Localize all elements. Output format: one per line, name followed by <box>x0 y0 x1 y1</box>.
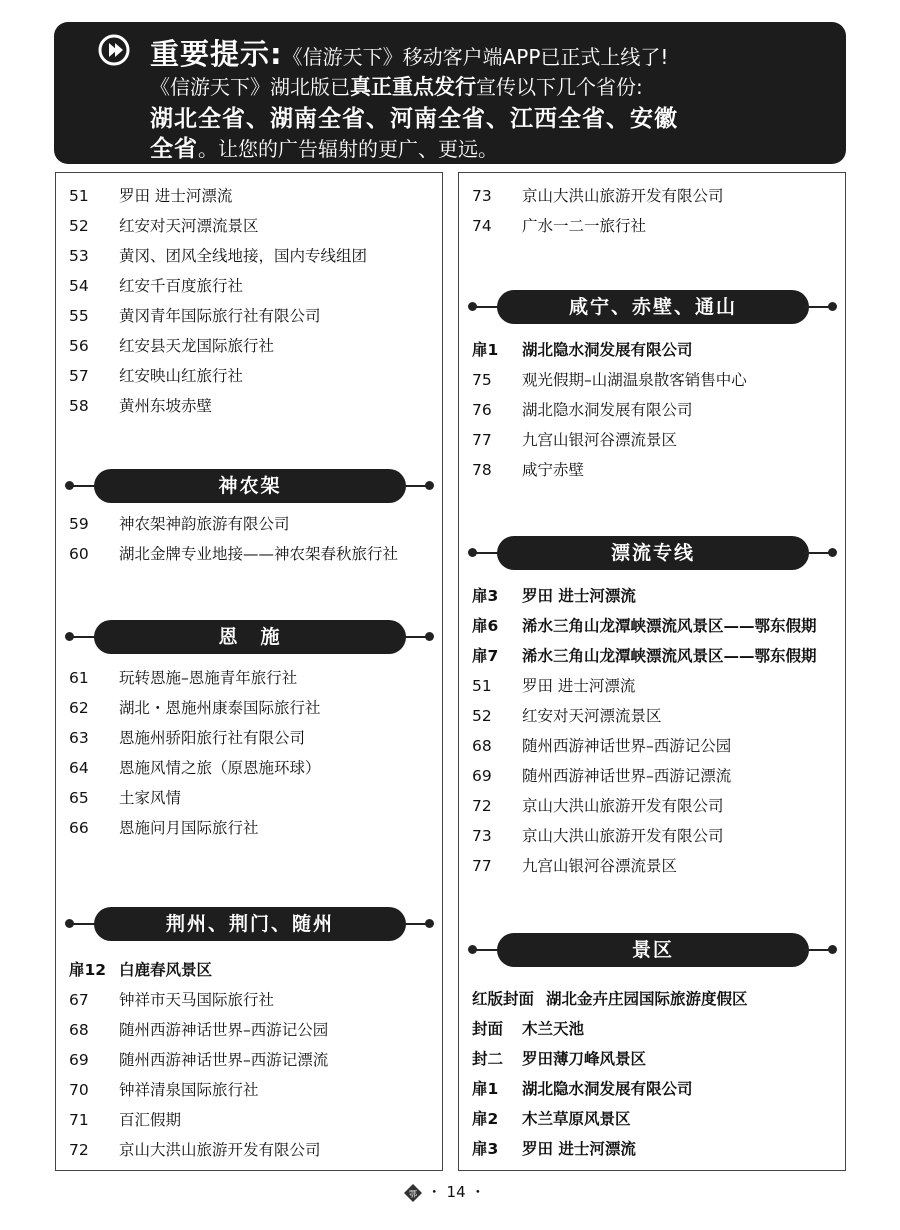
section-header-jingzhou <box>56 907 444 941</box>
item-name: 罗田 进士河漂流 <box>522 677 636 695</box>
item-name: 罗田薄刀峰风景区 <box>522 1050 647 1068</box>
item-number: 68 <box>69 1021 89 1039</box>
list-item <box>69 985 274 1015</box>
list-item <box>472 211 646 241</box>
item-name: 红安映山红旅行社 <box>119 367 244 385</box>
item-name: 黄州东坡赤壁 <box>119 397 213 415</box>
item-number: 51 <box>472 677 492 695</box>
list-item <box>472 395 693 425</box>
section-header-xianning <box>459 290 847 324</box>
list-item <box>472 365 747 395</box>
item-name: 红安对天河漂流景区 <box>522 707 662 725</box>
list-item <box>472 581 636 611</box>
section-dot <box>828 548 837 557</box>
item-name: 观光假期–山湖温泉散客销售中心 <box>522 371 747 389</box>
item-number: 69 <box>472 767 492 785</box>
list-item <box>472 455 584 485</box>
page-number: ・ 14 ・ <box>426 1183 486 1201</box>
list-item <box>69 509 290 539</box>
list-item <box>69 241 367 271</box>
item-name: 湖北隐水洞发展有限公司 <box>522 1080 693 1098</box>
list-item <box>472 335 693 365</box>
section-title: 景区 <box>497 933 809 967</box>
banner-text: 《信游天下》湖北版已 <box>150 75 350 99</box>
list-item <box>69 783 181 813</box>
list-item <box>69 955 212 985</box>
list-item <box>472 984 748 1014</box>
list-item <box>69 1135 321 1165</box>
notice-banner <box>54 22 846 164</box>
item-number: 扉2 <box>472 1110 499 1128</box>
left-column <box>55 172 443 1171</box>
item-name: 湖北隐水洞发展有限公司 <box>522 401 693 419</box>
banner-app-notice: 《信游天下》移动客户端APP已正式上线了! <box>282 45 669 69</box>
item-number: 74 <box>472 217 492 235</box>
banner-headline: 重要提示: <box>150 37 283 71</box>
list-item <box>472 181 724 211</box>
item-number: 60 <box>69 545 89 563</box>
item-name: 随州西游神话世界–西游记漂流 <box>522 767 732 785</box>
list-item <box>69 301 321 331</box>
item-number: 61 <box>69 669 89 687</box>
item-number: 76 <box>472 401 492 419</box>
province-diamond-icon <box>404 1184 422 1202</box>
item-number: 扉1 <box>472 341 499 359</box>
item-name: 罗田 进士河漂流 <box>522 1140 636 1158</box>
item-number: 72 <box>69 1141 89 1159</box>
list-item <box>69 1045 328 1075</box>
item-number: 62 <box>69 699 89 717</box>
item-number: 54 <box>69 277 89 295</box>
item-name: 木兰天池 <box>522 1020 585 1038</box>
item-name: 恩施问月国际旅行社 <box>119 819 259 837</box>
list-item <box>69 361 243 391</box>
item-number: 红版封面 <box>472 990 535 1008</box>
list-item <box>69 1015 328 1045</box>
section-header-piaoliu <box>459 536 847 570</box>
list-item <box>472 611 817 641</box>
section-title: 荆州、荆门、随州 <box>94 907 406 941</box>
item-number: 69 <box>69 1051 89 1069</box>
item-number: 扉7 <box>472 647 499 665</box>
list-item <box>69 723 305 753</box>
item-number: 封面 <box>472 1020 504 1038</box>
list-item <box>69 539 398 569</box>
section-dot <box>425 481 434 490</box>
section-title: 漂流专线 <box>497 536 809 570</box>
list-item <box>69 1105 181 1135</box>
item-name: 九宫山银河谷漂流景区 <box>522 857 678 875</box>
section-title: 神农架 <box>94 469 406 503</box>
item-number: 71 <box>69 1111 89 1129</box>
item-number: 78 <box>472 461 492 479</box>
section-title: 咸宁、赤壁、通山 <box>497 290 809 324</box>
item-number: 扉12 <box>69 961 107 979</box>
item-number: 59 <box>69 515 89 533</box>
item-name: 九宫山银河谷漂流景区 <box>522 431 678 449</box>
item-number: 52 <box>472 707 492 725</box>
banner-provinces: 全省 <box>150 136 198 162</box>
item-number: 63 <box>69 729 89 747</box>
item-name: 恩施风情之旅（原恩施环球） <box>119 759 321 777</box>
list-item <box>472 641 817 671</box>
item-name: 红安县天龙国际旅行社 <box>119 337 275 355</box>
item-name: 随州西游神话世界–西游记漂流 <box>119 1051 329 1069</box>
item-name: 百汇假期 <box>119 1111 182 1129</box>
item-number: 73 <box>472 827 492 845</box>
section-title: 恩 施 <box>94 620 406 654</box>
list-item <box>69 753 321 783</box>
section-header-enshi <box>56 620 444 654</box>
item-name: 湖北金牌专业地接——神农架春秋旅行社 <box>119 545 399 563</box>
list-item <box>472 1074 693 1104</box>
list-item <box>472 761 731 791</box>
item-number: 66 <box>69 819 89 837</box>
item-name: 木兰草原风景区 <box>522 1110 631 1128</box>
list-item <box>472 791 724 821</box>
banner-text: 宣传以下几个省份: <box>476 75 643 99</box>
item-number: 封二 <box>472 1050 504 1068</box>
list-item <box>69 391 212 421</box>
banner-provinces: 湖北全省、湖南全省、河南全省、江西全省、安徽 <box>150 106 678 132</box>
item-name: 湖北・恩施州康泰国际旅行社 <box>119 699 321 717</box>
item-name: 湖北金卉庄园国际旅游度假区 <box>546 990 748 1008</box>
item-number: 65 <box>69 789 89 807</box>
list-item <box>69 181 232 211</box>
item-number: 77 <box>472 431 492 449</box>
item-number: 56 <box>69 337 89 355</box>
item-number: 67 <box>69 991 89 1009</box>
item-number: 53 <box>69 247 89 265</box>
item-name: 白鹿春风景区 <box>119 961 213 979</box>
banner-text: 。让您的广告辐射的更广、更远。 <box>198 137 498 161</box>
item-name: 罗田 进士河漂流 <box>119 187 233 205</box>
list-item <box>472 1104 631 1134</box>
item-name: 黄冈、团风全线地接，国内专线组团 <box>119 247 368 265</box>
item-number: 72 <box>472 797 492 815</box>
item-name: 浠水三角山龙潭峡漂流风景区——鄂东假期 <box>522 647 817 665</box>
list-item <box>69 693 321 723</box>
list-item <box>69 663 297 693</box>
list-item <box>472 851 677 881</box>
item-name: 神农架神韵旅游有限公司 <box>119 515 290 533</box>
banner-line-1 <box>150 32 668 73</box>
item-name: 玩转恩施–恩施青年旅行社 <box>119 669 298 687</box>
page-footer <box>404 1181 485 1203</box>
banner-emphasis: 真正重点发行 <box>350 75 476 99</box>
section-dot <box>828 302 837 311</box>
banner-line-3 <box>150 100 678 133</box>
item-number: 73 <box>472 187 492 205</box>
list-item <box>69 331 274 361</box>
item-number: 77 <box>472 857 492 875</box>
item-name: 土家风情 <box>119 789 182 807</box>
item-number: 68 <box>472 737 492 755</box>
banner-line-2 <box>150 71 643 101</box>
section-dot <box>425 919 434 928</box>
item-name: 广水一二一旅行社 <box>522 217 647 235</box>
item-number: 57 <box>69 367 89 385</box>
list-item <box>472 1134 636 1164</box>
item-name: 罗田 进士河漂流 <box>522 587 636 605</box>
item-name: 红安对天河漂流景区 <box>119 217 259 235</box>
item-name: 钟祥清泉国际旅行社 <box>119 1081 259 1099</box>
list-item <box>472 701 662 731</box>
section-header-shennongjia <box>56 469 444 503</box>
item-name: 随州西游神话世界–西游记公园 <box>522 737 732 755</box>
item-number: 扉1 <box>472 1080 499 1098</box>
list-item <box>69 1075 259 1105</box>
item-name: 浠水三角山龙潭峡漂流风景区——鄂东假期 <box>522 617 817 635</box>
list-item <box>472 821 724 851</box>
forward-arrow-icon <box>98 34 130 66</box>
item-name: 京山大洪山旅游开发有限公司 <box>119 1141 321 1159</box>
list-item <box>69 813 259 843</box>
item-number: 扉3 <box>472 587 499 605</box>
item-number: 51 <box>69 187 89 205</box>
item-name: 随州西游神话世界–西游记公园 <box>119 1021 329 1039</box>
item-name: 湖北隐水洞发展有限公司 <box>522 341 693 359</box>
item-name: 京山大洪山旅游开发有限公司 <box>522 797 724 815</box>
list-item <box>472 1014 584 1044</box>
section-header-jingqu <box>459 933 847 967</box>
item-name: 恩施州骄阳旅行社有限公司 <box>119 729 306 747</box>
list-item <box>472 671 635 701</box>
item-name: 钟祥市天马国际旅行社 <box>119 991 275 1009</box>
item-name: 京山大洪山旅游开发有限公司 <box>522 827 724 845</box>
item-name: 咸宁赤壁 <box>522 461 585 479</box>
list-item <box>472 425 677 455</box>
section-dot <box>425 632 434 641</box>
list-item <box>69 271 243 301</box>
list-item <box>472 731 731 761</box>
item-number: 70 <box>69 1081 89 1099</box>
item-number: 扉6 <box>472 617 499 635</box>
item-number: 75 <box>472 371 492 389</box>
item-name: 黄冈青年国际旅行社有限公司 <box>119 307 321 325</box>
item-number: 55 <box>69 307 89 325</box>
item-name: 红安千百度旅行社 <box>119 277 244 295</box>
item-number: 58 <box>69 397 89 415</box>
list-item <box>69 211 259 241</box>
banner-line-4 <box>150 130 498 163</box>
right-column <box>458 172 846 1171</box>
item-number: 64 <box>69 759 89 777</box>
item-number: 52 <box>69 217 89 235</box>
item-number: 扉3 <box>472 1140 499 1158</box>
item-name: 京山大洪山旅游开发有限公司 <box>522 187 724 205</box>
section-dot <box>828 945 837 954</box>
list-item <box>472 1044 646 1074</box>
province-glyph: 鄂 <box>409 1189 417 1198</box>
